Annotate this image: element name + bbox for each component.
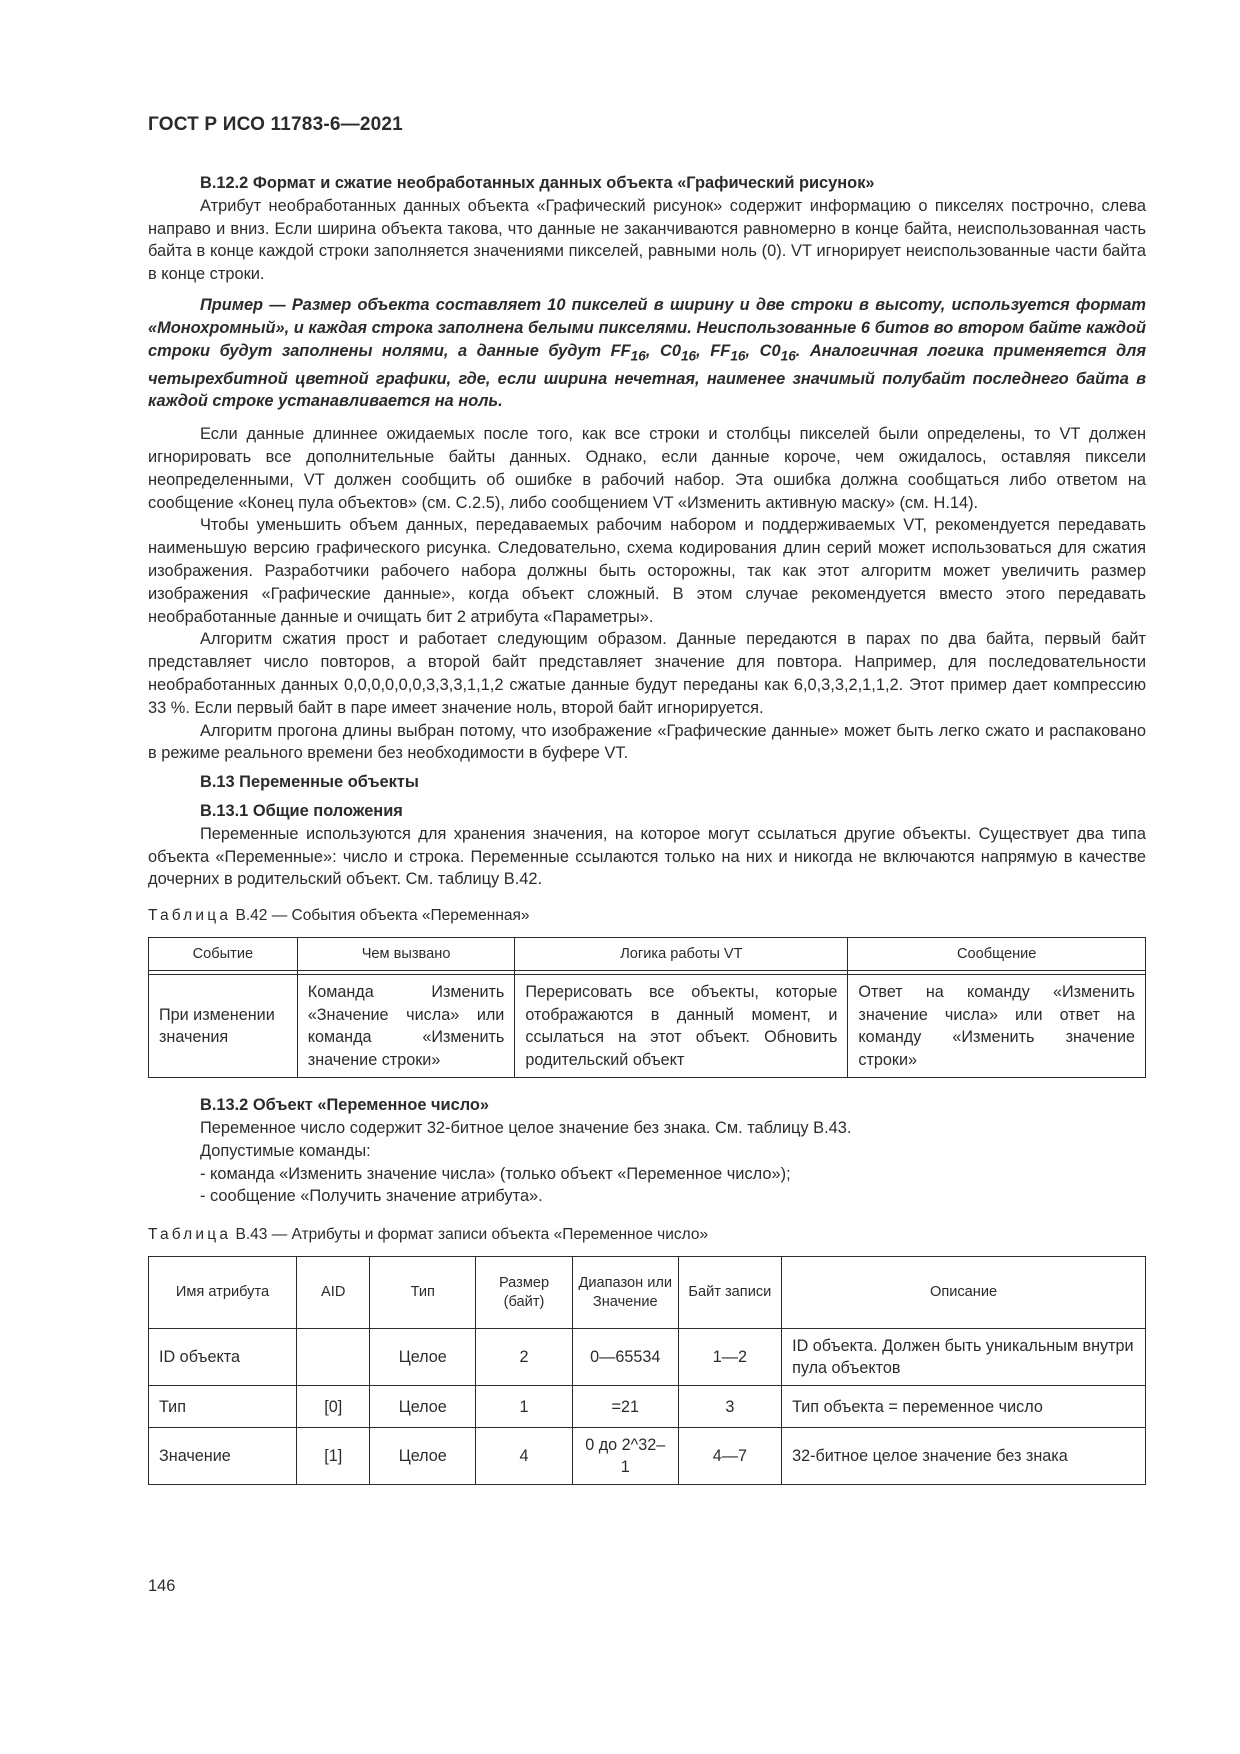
table-cell: 4—7 <box>678 1428 781 1485</box>
table-cell: Целое <box>370 1329 476 1386</box>
section-b13-title: В.13 Переменные объекты <box>200 773 419 792</box>
table-b42-header-cell: Событие <box>149 938 298 971</box>
table-cell: Команда Изменить «Значение числа» или команда «Изменить значение строки» <box>297 975 515 1078</box>
table-b43-header-cell: Диапазон или Значение <box>572 1257 678 1329</box>
table-b42-caption-text: В.42 — События объекта «Переменная» <box>235 907 530 925</box>
table-row <box>149 1428 1146 1485</box>
example-ff-2: FF <box>710 341 731 360</box>
section-b13-2-title: В.13.2 Объект «Переменное число» <box>200 1096 490 1115</box>
table-cell: ID объекта. Должен быть уникальным внутри пула объектов <box>782 1329 1146 1386</box>
section-b12-2-paragraph-1: Атрибут необработанных данных объекта «Графический рисунок» содержит информацию о пикселях построчно, слева направо и вниз. Если ширина объекта такова, что данные не заканчиваются равномерно в конце байта, неиспользованная часть байта в конце каждой строки заполняется значениями пикселей, равными ноль (0). VT игнорирует неиспользованные части байта в конце строки. <box>148 196 1146 284</box>
section-b13-1-paragraph: Переменные используются для хранения значения, на которое могут ссылаться другие объекты. Существует два типа объекта «Переменные»: число и строка. Переменные ссылаются только на них и никогда не включаются напрямую в качестве дочерних в родительский объект. См. таблицу В.42. <box>148 824 1146 889</box>
section-b12-2-paragraph-2: Если данные длиннее ожидаемых после того, как все строки и столбцы пикселей были определены, то VT должен игнорировать все дополнительные байты данных. Однако, если данные короче, чем ожидалось, оставляя пиксели неопределенными, VT должен сообщить об ошибке в рабочий набор. Эта ошибка должна сообщаться либо ответом на сообщение «Конец пула объектов» (см. С.2.5), либо сообщением VT «Изменить активную маску» (см. Н.14). <box>148 425 1146 512</box>
example-note: Пример — Размер объекта составляет 10 пикселей в ширину и две строки в высоту, используется формат «Монохромный», и каждая строка заполнена белыми пикселями. Неиспользованные 6 битов во втором байте каждой строки будут заполнены нолями, а данные будут $FF_{16}$, $C0_{16}$, $FF_{16}$, $C0_{16}$. Аналогичная логика применяется для четырехбитной цветной графики, где, если ширина нечетная, наименее значимый полубайт последнего байта в каждой строке устанавливается на ноль. <box>148 295 1147 411</box>
table-b42-caption <box>148 905 1146 927</box>
table-b43-caption-word: Таблица <box>148 1226 232 1244</box>
table-b42-header-cell: Сообщение <box>848 938 1146 971</box>
section-b12-2-paragraph-4: Алгоритм сжатия прост и работает следующим образом. Данные передаются в парах по два байта, первый байт представляет число повторов, а второй байт представляет значение для повтора. Например, для последовательности необработанных данных 0,0,0,0,0,0,3,3,3,1,1,2 сжатые данные будут переданы как 6,0,3,3,2,1,1,2. Этот пример дает компрессию 33 %. Если первый байт в паре имеет значение ноль, второй байт игнорируется. <box>148 630 1146 717</box>
table-row <box>149 1329 1146 1386</box>
table-cell: Перерисовать все объекты, которые отображаются в данный момент, и ссылаться на этот объект. Обновить родительский объект <box>515 975 848 1078</box>
table-cell: 0—65534 <box>572 1329 678 1386</box>
table-cell <box>296 1329 369 1386</box>
section-b13-2-paragraph-1: Переменное число содержит 32-битное целое значение без знака. См. таблицу В.43. <box>200 1118 852 1137</box>
table-cell: Ответ на команду «Изменить значение числа» или ответ на команду «Изменить значение строки» <box>848 975 1146 1078</box>
page-number: 146 <box>148 1577 176 1595</box>
list-item: - команда «Изменить значение числа» (только объект «Переменное число»); <box>200 1164 791 1183</box>
table-cell: 1 <box>476 1386 573 1428</box>
table-cell: При изменении значения <box>149 975 298 1078</box>
table-cell: Целое <box>370 1428 476 1485</box>
table-b42-header-row <box>149 938 1146 971</box>
document-header: ГОСТ Р ИСО 11783-6—2021 <box>148 114 403 135</box>
example-sub-4: 16 <box>780 347 796 363</box>
table-b43-caption-text: В.43 — Атрибуты и формат записи объекта «Переменное число» <box>235 1226 709 1244</box>
table-b43-caption <box>148 1224 1146 1246</box>
table-cell: ID объекта <box>149 1329 297 1386</box>
table-b43-header-cell: Описание <box>782 1257 1146 1329</box>
table-cell: 1—2 <box>678 1329 781 1386</box>
table-b42-header-cell: Чем вызвано <box>297 938 515 971</box>
table-row <box>149 975 1146 1078</box>
example-sub-2: 16 <box>680 347 697 363</box>
table-b43-header-cell: Байт записи <box>678 1257 781 1329</box>
example-sub-3: 16 <box>730 347 746 363</box>
table-b42-header-cell: Логика работы VT <box>515 938 848 971</box>
table-row <box>149 1386 1146 1428</box>
table-b43-header-cell: Размер (байт) <box>476 1257 573 1329</box>
table-cell: Тип <box>149 1386 297 1428</box>
example-c0-2: C0 <box>759 341 781 360</box>
table-cell: [0] <box>296 1386 369 1428</box>
document-page <box>148 0 1146 1754</box>
table-cell: 3 <box>678 1386 781 1428</box>
table-cell: =21 <box>572 1386 678 1428</box>
table-cell: Тип объекта = переменное число <box>782 1386 1146 1428</box>
section-b12-2-paragraph-3: Чтобы уменьшить объем данных, передаваемых рабочим набором и поддерживаемых VT, рекомендуется передавать наименьшую версию графического рисунка. Следовательно, схема кодирования длин серий может использоваться для сжатия изображения. Разработчики рабочего набора должны быть осторожны, так как этот алгоритм может увеличить размер изображения «Графические данные», когда объект сложный. В этом случае рекомендуется вместо этого передавать необработанные данные и очищать бит 2 атрибута «Параметры». <box>148 516 1146 626</box>
example-text-pre: Пример — Размер объекта составляет 10 пикселей в ширину и две строки в высоту, используется формат «Монохромный», и каждая строка заполнена белыми пикселями. Неиспользованные 6 битов во втором байте каждой строки будут заполнены нолями, а данные будут <box>148 295 1146 360</box>
table-cell: 0 до 2^32–1 <box>572 1428 678 1485</box>
table-b43 <box>148 1256 1146 1485</box>
table-cell: 2 <box>476 1329 573 1386</box>
section-b13-2-paragraph-2: Допустимые команды: <box>200 1141 371 1160</box>
table-cell: 32-битное целое значение без знака <box>782 1428 1146 1485</box>
table-cell: Целое <box>370 1386 476 1428</box>
table-b43-header-cell: Тип <box>370 1257 476 1329</box>
section-b12-2-title: В.12.2 Формат и сжатие необработанных данных объекта «Графический рисунок» <box>200 174 875 192</box>
page-content <box>148 172 1146 1485</box>
table-cell: Значение <box>149 1428 297 1485</box>
section-b12-2-paragraph-5: Алгоритм прогона длины выбран потому, что изображение «Графические данные» может быть легко сжато и распаковано в режиме реального времени без необходимости в буфере VT. <box>148 721 1146 763</box>
table-b43-header-cell: AID <box>296 1257 369 1329</box>
section-b13-1-title: В.13.1 Общие положения <box>200 802 403 820</box>
table-b42-caption-word: Таблица <box>148 907 232 925</box>
table-cell: 4 <box>476 1428 573 1485</box>
table-cell: [1] <box>296 1428 369 1485</box>
example-sub-1: 16 <box>630 347 646 363</box>
table-b43-header-cell: Имя атрибута <box>149 1257 297 1329</box>
example-ff-1: FF <box>610 341 631 360</box>
list-item: - сообщение «Получить значение атрибута». <box>200 1187 543 1206</box>
table-b43-header-row <box>149 1257 1146 1329</box>
table-b42 <box>148 937 1146 1078</box>
example-c0-1: C0 <box>660 341 681 360</box>
example-text-post: . Аналогичная логика применяется для четырехбитной цветной графики, где, если ширина нечетная, наименее значимый полубайт последнего байта в каждой строке устанавливается на ноль. <box>148 341 1147 411</box>
